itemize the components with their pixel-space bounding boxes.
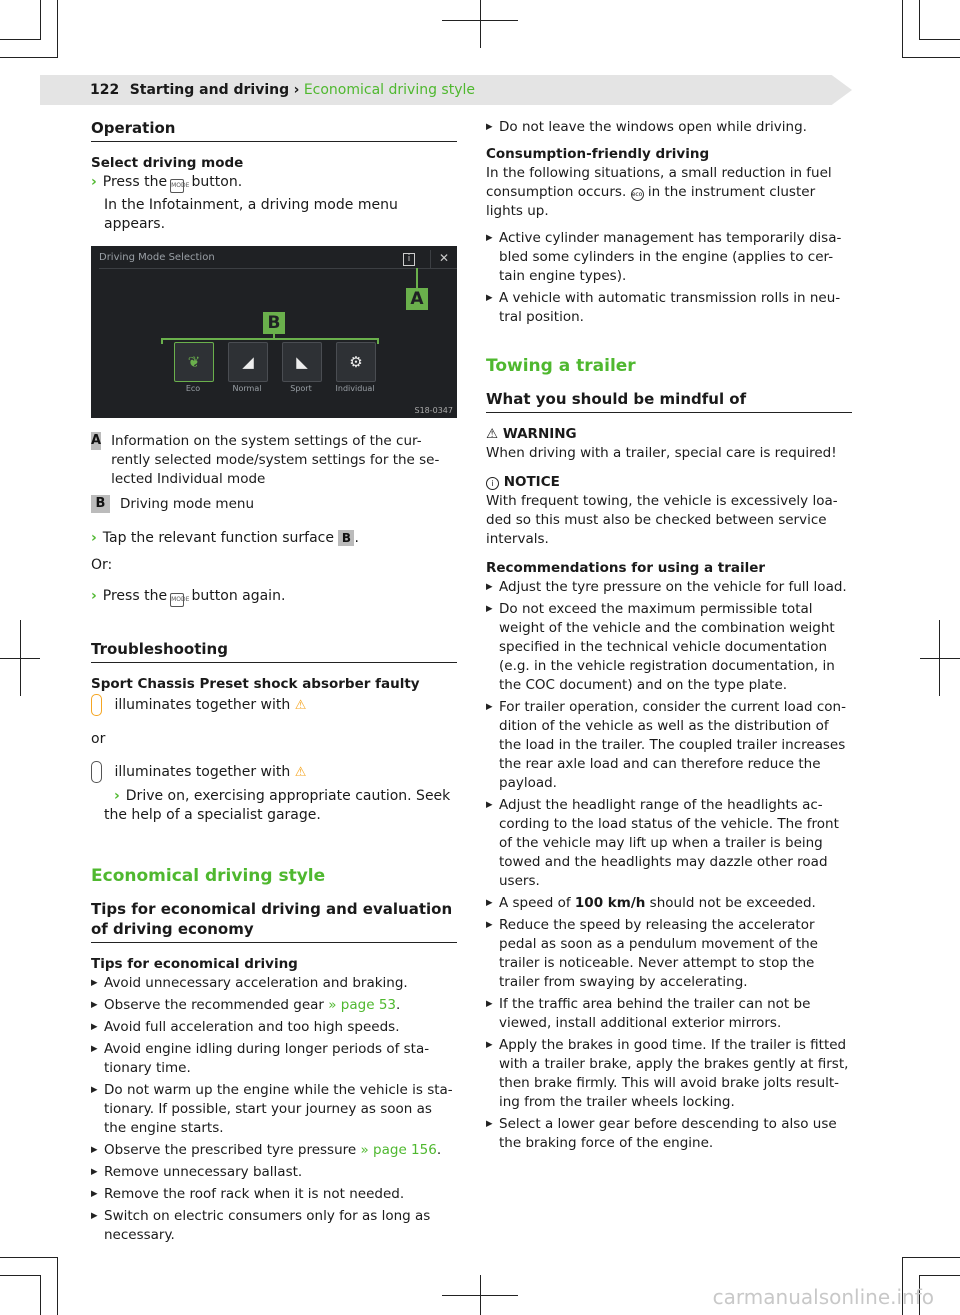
list-item: ▶ For trailer operation, consider the current load con-dition of the vehicle as well as the distribution of the load in the trailer. The coupled trailer increases the rear axle load and can therefore reduce the payload.: [486, 698, 852, 793]
watermark: carmanualsonline.info: [712, 1285, 934, 1309]
left-column: [91, 118, 457, 1248]
breadcrumb-subsection[interactable]: Economical driving style: [303, 82, 475, 98]
crop-mark: [57, 0, 58, 58]
road-icon: ◢: [242, 353, 254, 371]
eco-mode-button[interactable]: [174, 342, 214, 382]
or-text: Or:: [91, 557, 113, 573]
inline-label-b: B: [338, 530, 354, 546]
list-item: ▶ Adjust the tyre pressure on the vehicle for full load.: [486, 578, 852, 597]
mindful-heading: What you should be mindful of: [486, 389, 852, 413]
tap-step: › Tap the relevant function surface B .: [91, 530, 359, 546]
list-item: ▶ Avoid full acceleration and too high speeds.: [91, 1018, 457, 1037]
crop-mark: [0, 39, 40, 40]
select-mode-heading: Select driving mode: [91, 155, 244, 171]
illuminates-line-2: illuminates together with ⚠: [91, 761, 457, 783]
economical-heading: Economical driving style: [91, 866, 326, 886]
list-item: ▶ Switch on electric consumers only for as long as necessary.: [91, 1207, 457, 1245]
speed-value: 100 km/h: [574, 895, 646, 911]
shock-absorber-warning-icon: [91, 694, 102, 716]
warning-text: When driving with a trailer, special care is required!: [486, 445, 837, 461]
callout-b-bracket-left: [161, 338, 163, 344]
normal-mode-button[interactable]: [228, 342, 268, 382]
page-link[interactable]: » page 156: [356, 1142, 437, 1158]
list-item: ▶ Avoid engine idling during longer periods of sta-tionary time.: [91, 1040, 457, 1078]
list-item: ▶ Do not exceed the maximum permissible total weight of the vehicle and the combination weight specified in the technical vehicle documentation (e.g. in the vehicle registration documentation, in the COC document) and on the type plate.: [486, 600, 852, 695]
drive-on-step: › Drive on, exercising appropriate caution. Seek the help of a specialist garage.: [104, 788, 451, 823]
list-item: ▶ Active cylinder management has temporarily disa-bled some cylinders in the engine (applies to cer-tain engine types).: [486, 229, 852, 286]
step-chevron-icon: ›: [114, 788, 120, 804]
close-icon[interactable]: ✕: [438, 251, 449, 265]
crop-mark: [0, 1257, 58, 1258]
warning-triangle-icon: ⚠: [486, 426, 499, 442]
legend-label-a: A: [91, 433, 102, 448]
tips-list: [91, 974, 457, 1245]
driving-mode-screen: [91, 246, 457, 418]
notice-text: With frequent towing, the vehicle is excessively loa-ded so this must also be checked between service intervals.: [486, 493, 838, 547]
list-item: ▶ A speed of 100 km/h should not be exceeded.: [486, 894, 852, 913]
shock-absorber-info-icon: [91, 761, 102, 783]
mode-button-icon: MODE: [170, 593, 184, 607]
crop-mark: [57, 1257, 58, 1315]
sport-road-icon: ◣: [296, 353, 308, 371]
list-item: ▶ Do not leave the windows open while driving.: [486, 118, 852, 137]
list-item: ▶ Avoid unnecessary acceleration and braking.: [91, 974, 457, 993]
windows-list: [486, 118, 852, 137]
troubleshooting-heading: Troubleshooting: [91, 639, 457, 663]
legend-item-b: [91, 495, 457, 514]
crop-mark: [0, 57, 58, 58]
individual-mode-label: Individual: [335, 384, 375, 393]
image-code: S18-0347: [414, 406, 453, 415]
info-icon[interactable]: i: [403, 253, 415, 266]
callout-a-badge: A: [406, 288, 428, 310]
list-item: ▶ Do not warm up the engine while the vehicle is sta-tionary. If possible, start your journey as soon as the engine starts.: [91, 1081, 457, 1138]
illuminates-line-1: illuminates together with ⚠: [91, 694, 457, 716]
tips-subheading: Tips for economical driving: [91, 956, 298, 972]
crop-mark: [920, 1275, 960, 1276]
list-item: ▶ A vehicle with automatic transmission rolls in neu-tral position.: [486, 289, 852, 327]
recommendations-heading: Recommendations for using a trailer: [486, 560, 766, 576]
list-item: ▶ Reduce the speed by releasing the accelerator pedal as soon as a pendulum movement of the trailer is noticeable. Never attempt to stop the trailer from swaying by accelerating.: [486, 916, 852, 992]
crop-mark: [40, 0, 41, 40]
sport-mode-button[interactable]: [282, 342, 322, 382]
warning-heading: ⚠ WARNING: [486, 426, 577, 442]
crop-mark: [0, 1275, 40, 1276]
breadcrumb-separator: ›: [293, 82, 300, 98]
step-chevron-icon: ›: [91, 588, 97, 604]
crop-mark: [920, 658, 960, 659]
list-item: ▶ Select a lower gear before descending to also use the braking force of the engine.: [486, 1115, 852, 1153]
callout-b-bracket-right: [377, 338, 379, 344]
breadcrumb-section: Starting and driving: [129, 82, 290, 98]
crop-mark: [40, 1275, 41, 1315]
sport-chassis-heading: Sport Chassis Preset shock absorber faulty: [91, 676, 420, 692]
menu-appears-text: In the Infotainment, a driving mode menu appears.: [104, 197, 398, 232]
towing-heading: Towing a trailer: [486, 356, 636, 376]
mode-button-icon: MODE: [170, 179, 184, 193]
list-item: ▶ Observe the prescribed tyre pressure » page 156.: [91, 1141, 457, 1160]
list-item: ▶ Remove the roof rack when it is not needed.: [91, 1185, 457, 1204]
callout-b-badge: B: [263, 312, 285, 334]
callout-a-line: [416, 268, 418, 288]
notice-info-icon: i: [486, 477, 499, 490]
settings-gears-icon: ⚙: [349, 353, 363, 371]
crop-mark: [939, 620, 940, 696]
crop-mark: [442, 1295, 518, 1296]
crop-mark: [902, 57, 960, 58]
list-item: ▶ Observe the recommended gear » page 53.: [91, 996, 457, 1015]
eco-indicator-icon: eco: [631, 188, 644, 201]
page-number: 122: [90, 82, 120, 98]
normal-mode-label: Normal: [232, 384, 262, 393]
crop-mark: [20, 620, 21, 696]
list-item: ▶ Adjust the headlight range of the headlights ac-cording to the load status of the vehicle. The front of the vehicle may lift up when a trailer is being towed and the headlights may dazzle other road users.: [486, 796, 852, 891]
or-text: or: [91, 731, 106, 747]
right-column: [486, 118, 852, 1156]
crop-mark: [919, 0, 920, 40]
crop-mark: [480, 0, 481, 48]
notice-heading: i NOTICE: [486, 473, 852, 492]
step-chevron-icon: ›: [91, 174, 97, 190]
step-chevron-icon: ›: [91, 530, 97, 546]
consumption-list: [486, 229, 852, 327]
tips-heading: Tips for economical driving and evaluation of driving economy: [91, 899, 457, 943]
consumption-heading: Consumption-friendly driving: [486, 146, 710, 162]
press-mode-step: › Press the MODE button.: [91, 173, 457, 193]
legend-text-a: Information on the system settings of the cur-rently selected mode/system settings for the se-lected Individual mode: [111, 433, 440, 487]
operation-heading: Operation: [91, 118, 457, 142]
legend-text-b: Driving mode menu: [120, 496, 254, 512]
list-item: ▶ If the traffic area behind the trailer can not be viewed, install additional exterior mirrors.: [486, 995, 852, 1033]
callout-b-bracket: [161, 338, 379, 340]
sport-mode-label: Sport: [290, 384, 312, 393]
page-link[interactable]: » page 53: [323, 997, 396, 1013]
legend-label-b: B: [91, 495, 110, 513]
list-item: ▶ Remove unnecessary ballast.: [91, 1163, 457, 1182]
crop-mark: [902, 0, 903, 58]
crop-mark: [442, 20, 518, 21]
warning-triangle-icon: ⚠: [294, 765, 307, 780]
toolbar-divider: [430, 250, 431, 268]
list-item: ▶ Apply the brakes in good time. If the trailer is fitted with a trailer brake, apply the brakes gently at first, then brake firmly. This will avoid brake jolts result-ing from the trailer wheels locking.: [486, 1036, 852, 1112]
consumption-text: In the following situations, a small reduction in fuel consumption occurs. eco in the instrument cluster lights up.: [486, 165, 832, 219]
legend-item-a: [91, 432, 457, 489]
leaf-icon: ❦: [187, 353, 201, 371]
crop-mark: [920, 39, 960, 40]
page-header: [90, 80, 475, 100]
recommendations-list: [486, 578, 852, 1153]
warning-triangle-icon: ⚠: [294, 698, 307, 713]
crop-mark: [902, 1257, 960, 1258]
eco-mode-label: Eco: [185, 384, 201, 393]
press-again-step: › Press the MODE button again.: [91, 587, 457, 607]
individual-mode-button[interactable]: [336, 342, 376, 382]
screen-divider: [99, 268, 457, 269]
screen-title: Driving Mode Selection: [99, 252, 215, 263]
